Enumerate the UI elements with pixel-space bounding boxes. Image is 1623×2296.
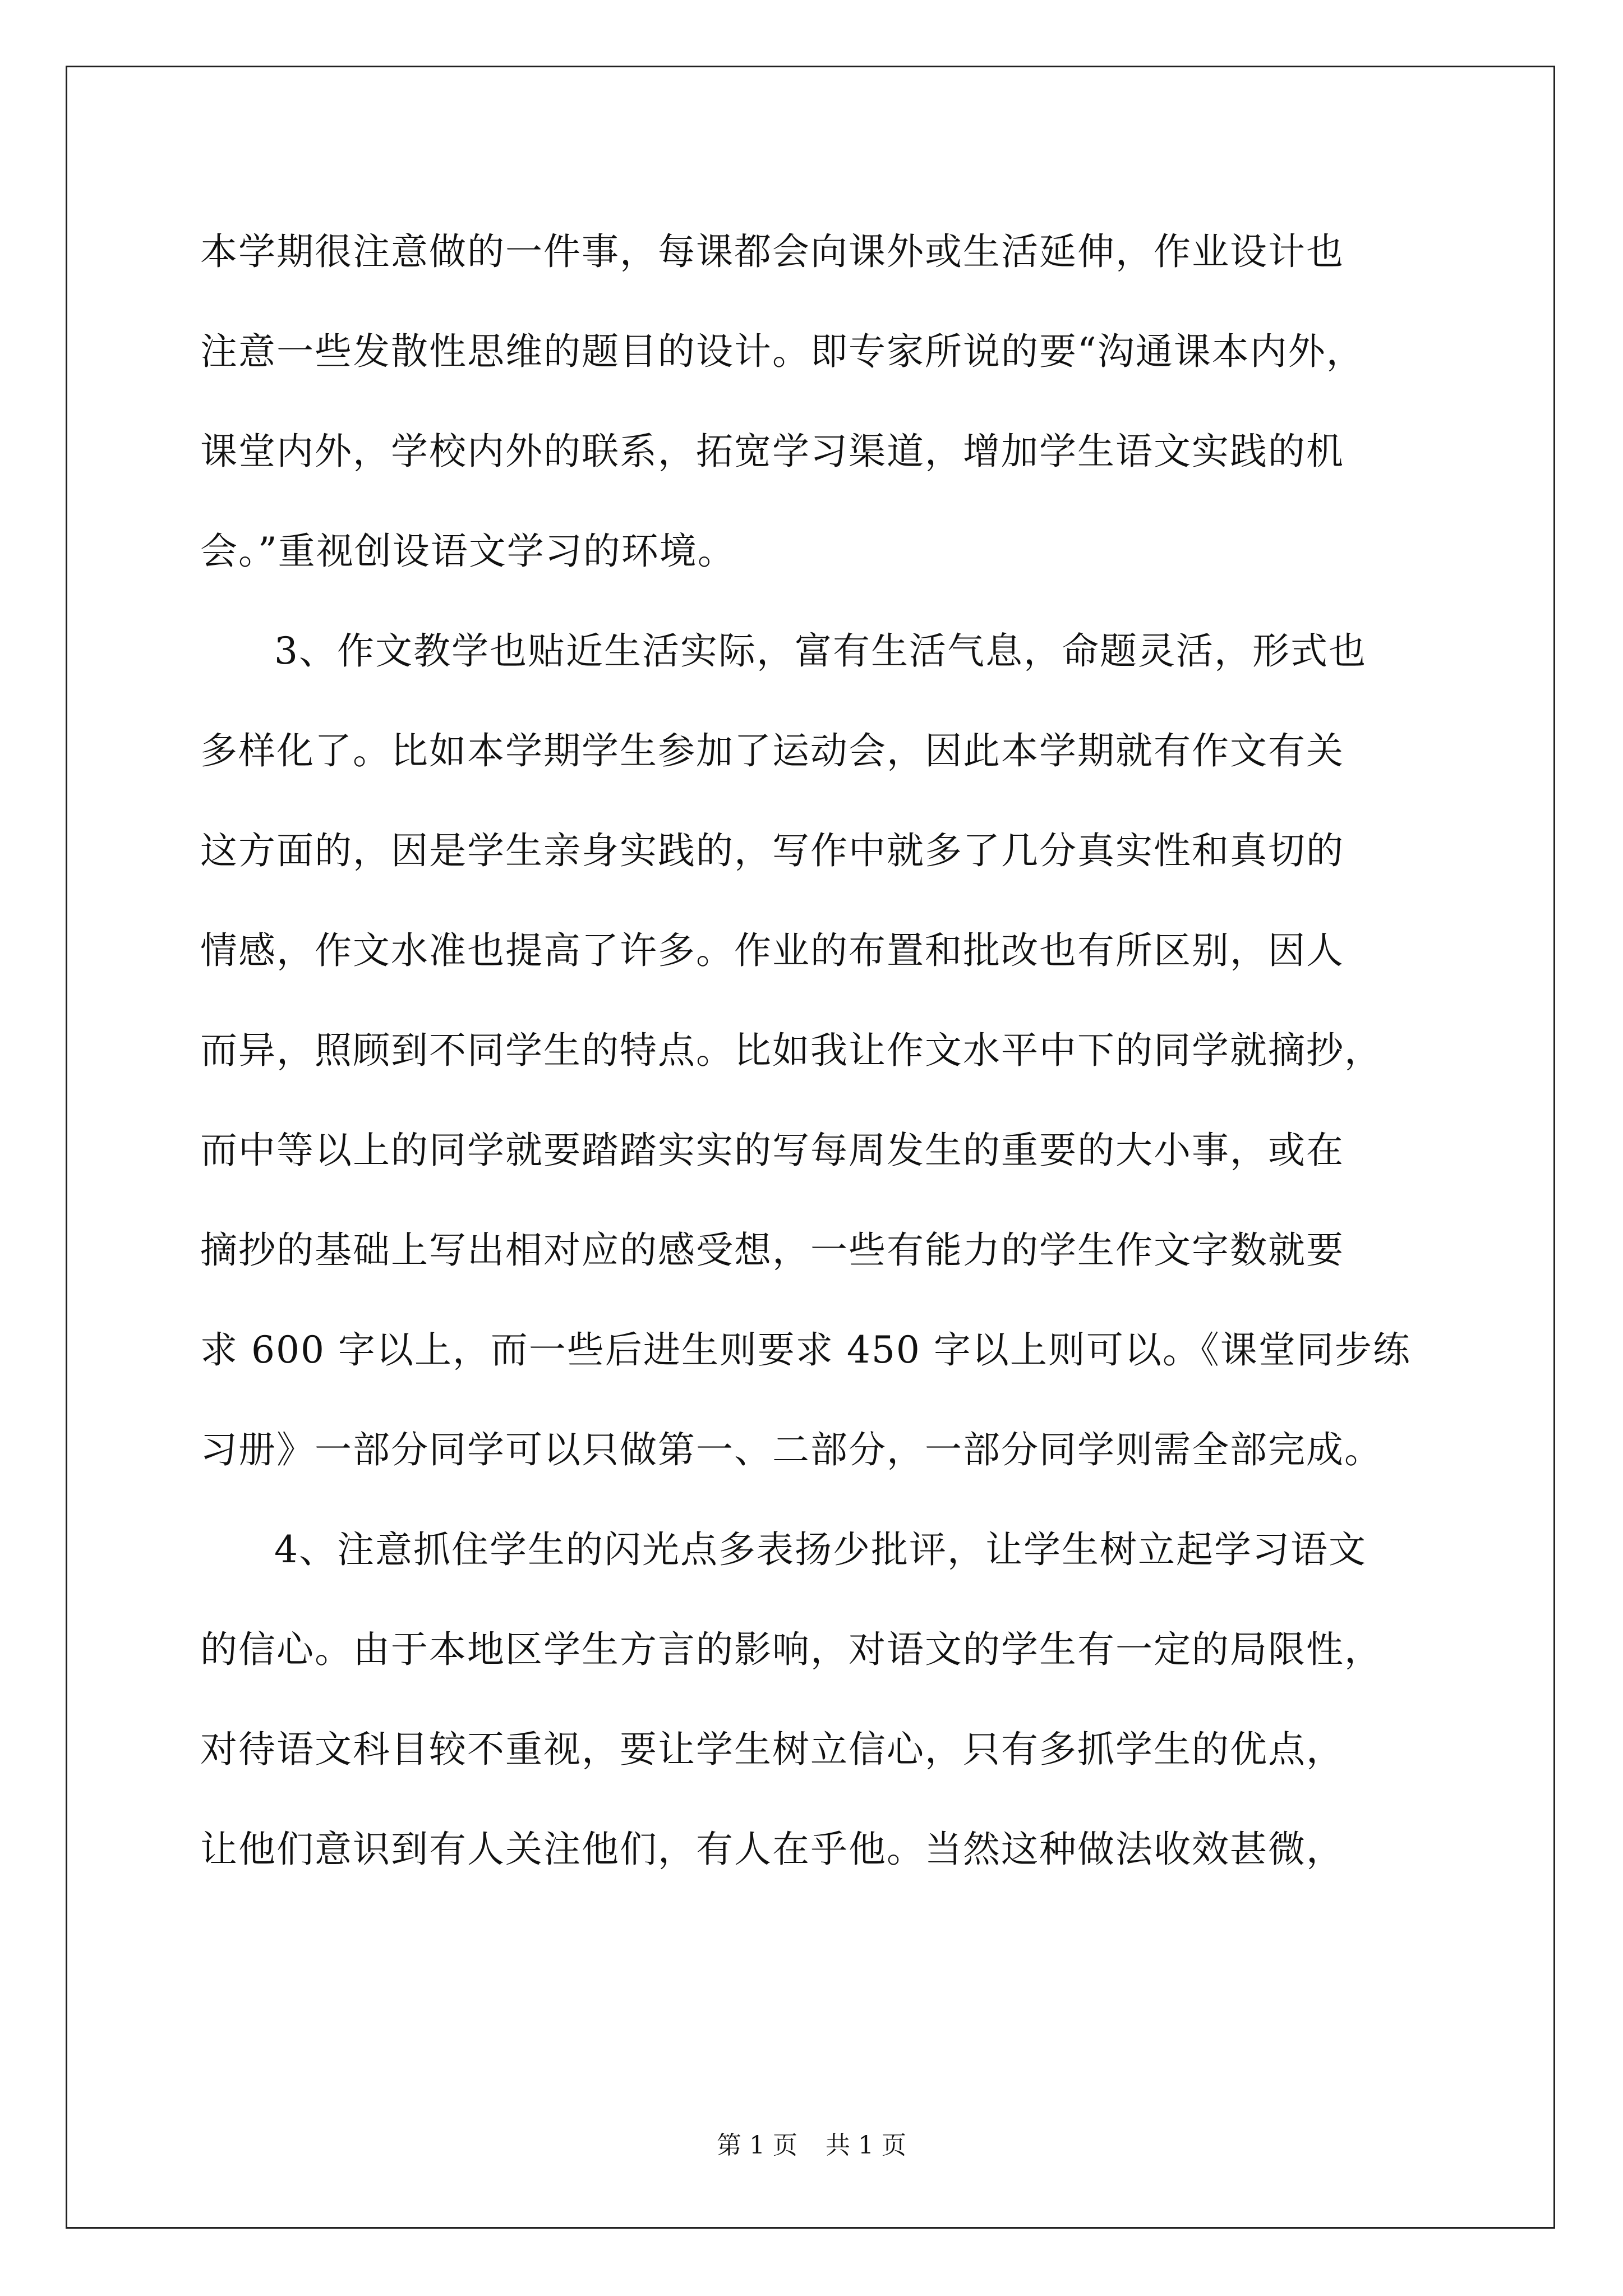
text-line: 会。”重视创设语文学习的环境。: [200, 530, 736, 573]
text-line: 摘抄的基础上写出相对应的感受想，一些有能力的学生作文字数就要: [200, 1228, 1344, 1272]
text-line: 3、作文教学也贴近生活实际，富有生活气息，命题灵活，形式也: [274, 629, 1367, 673]
text-line: 习册》一部分同学可以只做第一、二部分，一部分同学则需全部完成。: [200, 1428, 1382, 1471]
text-line: 课堂内外，学校内外的联系，拓宽学习渠道，增加学生语文实践的机: [200, 430, 1344, 473]
text-line: 本学期很注意做的一件事，每课都会向课外或生活延伸，作业设计也: [200, 230, 1344, 273]
page-footer: [0, 2129, 1623, 2162]
text-line: 这方面的，因是学生亲身实践的，写作中就多了几分真实性和真切的: [200, 829, 1344, 872]
page-number-current: 第 1 页: [717, 2131, 797, 2160]
text-line: 对待语文科目较不重视，要让学生树立信心，只有多抓学生的优点，: [200, 1728, 1344, 1771]
text-line: 情感，作文水准也提高了许多。作业的布置和批改也有所区别，因人: [200, 929, 1344, 972]
text-line: 的信心。由于本地区学生方言的影响，对语文的学生有一定的局限性，: [200, 1628, 1382, 1671]
document-body: [200, 202, 1434, 1899]
text-line: 4、注意抓住学生的闪光点多表扬少批评，让学生树立起学习语文: [274, 1528, 1367, 1571]
text-line: 注意一些发散性思维的题目的设计。即专家所说的要“沟通课本内外，: [200, 330, 1364, 373]
text-line: 而中等以上的同学就要踏踏实实的写每周发生的重要的大小事，或在: [200, 1129, 1344, 1172]
page-number-total: 共 1 页: [826, 2131, 906, 2160]
text-line: 多样化了。比如本学期学生参加了运动会，因此本学期就有作文有关: [200, 729, 1344, 772]
text-line: 而异，照顾到不同学生的特点。比如我让作文水平中下的同学就摘抄，: [200, 1029, 1382, 1072]
text-line: 求 600 字以上，而一些后进生则要求 450 字以上则可以。《课堂同步练: [200, 1328, 1411, 1372]
text-line: 让他们意识到有人关注他们，有人在乎他。当然这种做法收效甚微，: [200, 1828, 1344, 1871]
